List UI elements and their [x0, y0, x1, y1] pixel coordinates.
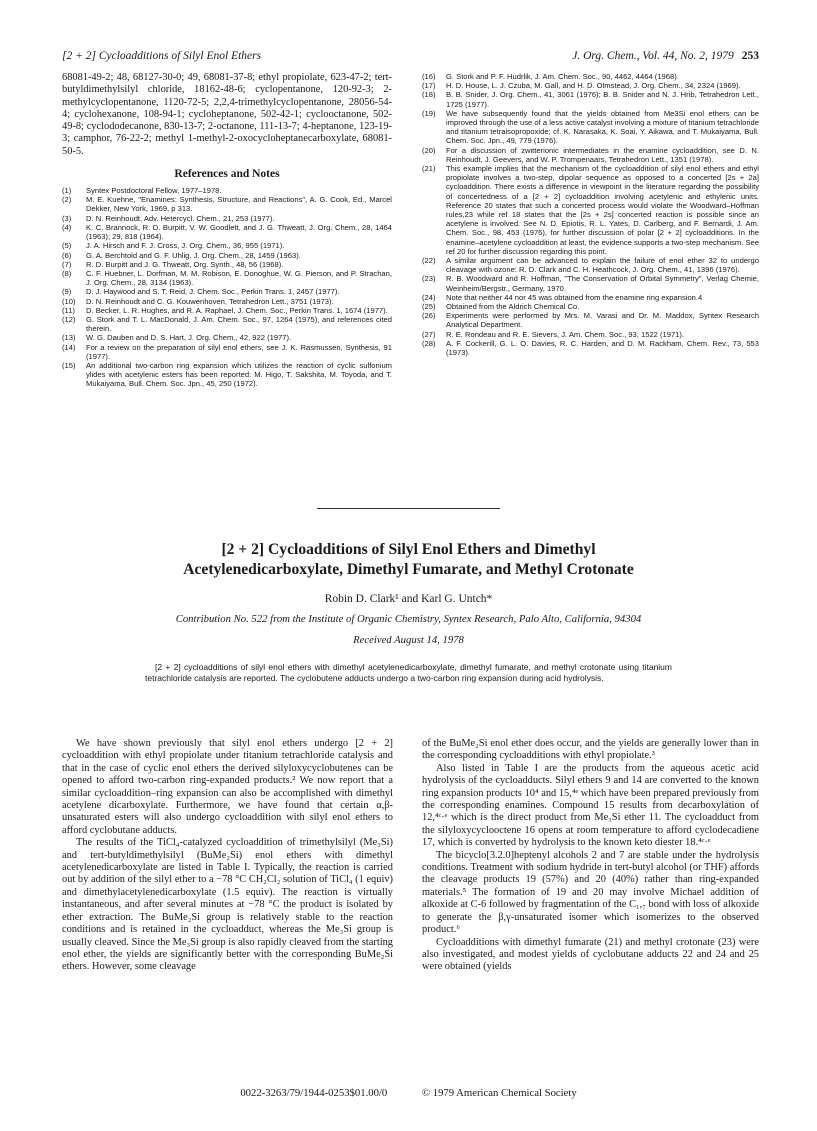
body-paragraph: Also listed in Table I are the products from the aqueous acetic acid hydrolysis of the cycloadducts. Silyl ethers 9 and 14 are converted to the known ring expansion products 10⁴ and 15,⁴ᵉ which have been prepared previously from the corresponding enamines. Compound 15 results from decarboxylation of 12,⁴ᶜ·ᵉ which is the direct product from Me₃Si ether 11. The cycloadduct from the silyloxycyclooctene 16 opens at room temperature to afford cyclodecadiene 17, which is converted by hydrolysis to the known keto diester 18.⁴ᶜ·ᵉ: [422, 762, 759, 849]
reference-item: [422, 293, 759, 302]
reference-number: (9): [62, 287, 72, 297]
reference-item: [422, 90, 759, 108]
reference-item: [62, 251, 392, 260]
reference-text: R. B. Woodward and R. Hoffman, "The Conservation of Orbital Symmetry", Verlag Chemie, Weinheim/Bergstr., Germany, 1970.: [446, 274, 759, 293]
reference-item: [422, 339, 759, 357]
header-title: [2 + 2] Cycloadditions of Silyl Enol Ethers: [62, 50, 262, 62]
top-right-column: [422, 72, 759, 357]
page-number: 253: [741, 50, 759, 62]
reference-number: (12): [62, 314, 76, 324]
reference-text: This example implies that the mechanism of the cycloaddition of silyl enol ethers and ethyl propiolate involves a two-step, dipolar sequence as opposed to a concerted [2s + 2a] cycloaddition. There exists a difference in viewpoint in the literature regarding the possibility of concertedness of a [2 + 2] cycloaddition involving acetylenic and ethylenic units. Reference 20 states that such a concerted process would violate the Woodward–Hoffman rules,23 while ref 18 states that the [2s + 2s] concerted reaction is possible since an acetylene is involved. See N. D. Epiotis, R. L. Yates, D. Carlberg, and F. Bernardi, J. Am. Chem. Soc., 98, 453 (1976), for further discussion of polar [2 + 2] cycloadditions. In the enamine–acetylene cycloaddition at least, the evidence supports a two-step mechanism. See ref 20 for further discussion regarding this point.: [446, 164, 759, 256]
reference-text: H. D. House, L. J. Czuba, M. Gall, and H. D. Olmstead, J. Org. Chem., 34, 2324 (1969).: [446, 81, 741, 91]
references-list-right: [422, 72, 759, 357]
reference-text: A. F. Cockerill, G. L. O. Davies, R. C. Harden, and D. M. Rackham, Chem. Rev., 73, 553 (1973).: [446, 338, 759, 358]
reference-text: We have subsequently found that the yields obtained from Me3Si enol ethers can be improved through the use of a less active catalyst involving a mixture of titanium tetrachloride and titanium tetraisopropoxide; cf. K. Narasaka, K. Soai, Y. Aikawa, and T. Mukaiyama, Bull. Chem. Soc. Jpn., 49, 779 (1976).: [446, 108, 759, 146]
reference-text: An additional two-carbon ring expansion which utilizes the reaction of cyclic sulfonium ylides with acetylenic esters has been reported: M. Higo, T. Sakshita, M. Toyoda, and T. Mukaiyama, Bull. Chem. Soc. Jpn., 45, 250 (1972).: [86, 360, 392, 389]
body-paragraph: of the BuMe₂Si enol ether does occur, and the yields are generally lower than in the corresponding cycloadditions with ethyl propiolate.³: [422, 738, 759, 762]
reference-number: (18): [422, 90, 436, 100]
reference-text: G. Stork and P. F. Hudrlik, J. Am. Chem. Soc., 90, 4462, 4464 (1968).: [446, 72, 679, 81]
reference-text: G. Stork and T. L. MacDonald, J. Am. Chem. Soc., 97, 1264 (1975), and references cited therein.: [86, 314, 392, 334]
reference-number: (16): [422, 72, 436, 81]
reference-text: J. A. Hirsch and F. J. Cross, J. Org. Chem., 36, 955 (1971).: [86, 241, 285, 251]
reference-number: (20): [422, 145, 436, 155]
reference-text: Obtained from the Aldrich Chemical Co.: [446, 302, 580, 312]
reference-text: D. Becker, L. R. Hughes, and R. A. Raphael, J. Chem. Soc., Perkin Trans. 1, 1674 (1977).: [86, 305, 388, 315]
reference-number: (10): [62, 296, 76, 306]
body-paragraph: The results of the TiCl₄-catalyzed cycloaddition of trimethylsilyl (Me₃Si) and tert-butyldimethylsilyl (BuMe₂Si) enol ethers with dimethyl acetylenedicarboxylate are listed in Table I. Typically, the reaction is carried out by addition of the silyl ether to a −78 °C CH₂Cl₂ solution of TiCl₄ (1 equiv) and dimethylacetylenedicarboxylate (1.5 equiv). The reaction is virtually instantaneous, and after several minutes at −78 °C the product is isolated by ether extraction. The BuMe₂Si group is relatively stable to the reaction conditions and is retained in the cycloadduct, whereas the Me₃Si group is usually cleaved. Since the Me₃Si group is also rapidly cleaved from the starting enol ether, the yields are significantly better with the corresponding BuMe₂Si ethers. However, some cleavage: [62, 837, 393, 973]
reference-number: (24): [422, 292, 436, 302]
reference-text: D. N. Reinhoudt and C. G. Kouwenhoven, Tetrahedron Lett., 3751 (1973).: [86, 296, 334, 306]
reference-number: (21): [422, 164, 436, 174]
reference-text: K. C. Brannock, R. D. Burpitt, V. W. Goodlett, and J. G. Thweatt, J. Org. Chem., 28, 1464 (1963); 29, 818 (1964).: [86, 222, 392, 242]
reference-number: (8): [62, 268, 72, 278]
reference-item: [62, 343, 392, 361]
body-right-column: [422, 738, 759, 974]
reference-text: R. E. Rondeau and R. E. Sievers, J. Am. Chem. Soc., 93, 1522 (1971).: [446, 329, 685, 339]
reference-number: (15): [62, 360, 76, 370]
reference-item: [62, 195, 392, 213]
reference-item: [422, 146, 759, 164]
reference-text: Syntex Postdoctoral Fellow, 1977–1978.: [86, 186, 222, 196]
registry-numbers: 68081-49-2; 48, 68127-30-0; 49, 68081-37-8; ethyl propiolate, 623-47-2; tert-butyldimethylsilyl chloride, 18162-48-6; cyclopentanone, 120-92-3; 2-methylcyclopentanone, 1120-72-5; 2,2,4-trimethylcyclopentanone, 28056-54-4; cyclohexanone, 108-94-1; cycloheptanone, 502-42-1; cyclooctanone, 502-49-8; cyclododecanone, 830-13-7; 2-octanone, 111-13-7; 4-heptanone, 123-19-3; camphor, 76-22-2; methyl 1-methyl-2-oxocycloheptanecarboxylate, 68081-50-5.: [62, 72, 392, 157]
reference-item: [62, 361, 392, 389]
reference-item: [62, 315, 392, 333]
reference-number: (27): [422, 329, 436, 339]
top-left-column: [62, 72, 392, 389]
references-list-left: [62, 186, 392, 388]
header-journal: [572, 50, 759, 62]
reference-text: R. D. Burpitt and J. G. Thweatt, Org. Synth., 48, 56 (1968).: [86, 259, 284, 269]
reference-text: For a discussion of zwitterionic intermediates in the enamine cycloaddition, see D. N. Reinhoudt, J. Geevers, and W. P. Trompenaars, Tetrahedron Lett., 1351 (1978).: [446, 145, 759, 164]
reference-item: [422, 330, 759, 339]
reference-number: (1): [62, 186, 72, 196]
footer-copyright: © 1979 American Chemical Society: [421, 1087, 577, 1099]
article-authors: Robin D. Clark¹ and Karl G. Untch*: [324, 593, 493, 605]
reference-text: Experiments were performed by Mrs. M. Varasi and Dr. M. Maddox, Syntex Research Analytical Department.: [446, 311, 759, 330]
reference-number: (5): [62, 241, 72, 251]
reference-number: (17): [422, 81, 436, 91]
reference-text: G. A. Berchtold and G. F. Uhlig, J. Org. Chem., 28, 1459 (1963).: [86, 250, 301, 260]
footer-code: 0022-3263/79/1944-0253$01.00/0: [240, 1087, 388, 1099]
body-paragraph: Cycloadditions with dimethyl fumarate (21) and methyl crotonate (23) were also investigated, and modest yields of cyclobutane adducts 22 and 24 and 25 were obtained (yields: [422, 936, 759, 973]
header-citation: J. Org. Chem., Vol. 44, No. 2, 1979: [572, 50, 734, 62]
reference-text: D. N. Reinhoudt, Adv. Hetercycl. Chem., 21, 253 (1977).: [86, 213, 275, 223]
body-paragraph: The bicyclo[3.2.0]heptenyl alcohols 2 and 7 are stable under the hydrolysis conditions. Treatment with sodium hydride in tert-butyl alcohol (or THF) affords the cleavage products 19 (57%) and 20 (40%) rather than ring-expanded materials.⁵ The formation of 19 and 20 may involve Michael addition of alkoxide at C-6 followed by fragmentation of the C₁,₇ bond with loss of alkoxide to generate the β,γ-unsaturated isomer which isomerizes to the observed product.⁶: [422, 849, 759, 936]
reference-number: (3): [62, 213, 72, 223]
reference-item: [62, 186, 392, 195]
reference-item: [62, 223, 392, 241]
reference-item: [422, 256, 759, 274]
section-divider: [317, 508, 500, 509]
reference-number: (26): [422, 311, 436, 321]
reference-text: Note that neither 44 nor 45 was obtained from the enamine ring expansion.4: [446, 292, 703, 302]
reference-item: [422, 302, 759, 311]
body-left-column: [62, 738, 393, 974]
reference-item: [422, 72, 759, 81]
reference-item: [422, 81, 759, 90]
article-affiliation: Contribution No. 522 from the Institute of Organic Chemistry, Syntex Research, Palo Alto, California, 94304: [175, 613, 642, 625]
reference-number: (4): [62, 222, 72, 232]
reference-item: [62, 306, 392, 315]
reference-number: (28): [422, 338, 436, 348]
reference-number: (7): [62, 259, 72, 269]
article-title: [80, 540, 737, 580]
article-title-line-1: [2 + 2] Cycloadditions of Silyl Enol Ethers and Dimethyl: [221, 541, 596, 558]
reference-number: (22): [422, 256, 436, 266]
reference-item: [422, 311, 759, 329]
reference-item: [422, 274, 759, 292]
article-received-date: Received August 14, 1978: [353, 634, 464, 646]
reference-text: C. F. Huebner, L. Dorfman, M. M. Robison, E. Donoghue, W. G. Pierson, and P. Strachan, J. Org. Chem., 28, 3134 (1963).: [86, 268, 392, 288]
reference-text: For a review on the preparation of silyl enol ethers, see J. K. Rasmussen, Synthesis, 91 (1977).: [86, 342, 392, 361]
reference-item: [62, 333, 392, 342]
article-abstract: [2 + 2] cycloadditions of silyl enol ethers with dimethyl acetylenedicarboxylate, dimethyl fumarate, and methyl crotonate using titanium tetrachloride catalysis are reported. The cyclobutene adducts undergo a two-carbon ring expansion during acid hydrolysis.: [145, 662, 672, 684]
reference-item: [62, 269, 392, 287]
body-paragraph: We have shown previously that silyl enol ethers undergo [2 + 2] cycloaddition with ethyl propiolate under titanium tetrachloride catalysis and that in the case of cyclic enol ethers the derived silyloxycyclobutenes can be opened to afford two-carbon ring-expanded products.² We now report that a similar cycloaddition–ring expansion can also be accomplished with dimethyl acetylene dicarboxylate. Furthermore, we have found that certain α,β-unsaturated esters will also undergo cycloaddition with silyl enol ethers to afford cyclobutane adducts.: [62, 738, 393, 836]
page-footer: [0, 1087, 817, 1099]
reference-number: (19): [422, 108, 436, 118]
reference-number: (14): [62, 342, 76, 352]
reference-item: [62, 214, 392, 223]
reference-text: D. J. Haywood and S. T. Reid, J. Chem. Soc., Perkin Trans. 1, 2457 (1977).: [86, 287, 340, 297]
reference-item: [62, 241, 392, 250]
reference-item: [62, 260, 392, 269]
reference-item: [422, 164, 759, 256]
reference-item: [422, 109, 759, 146]
reference-number: (2): [62, 195, 72, 205]
article-title-line-2: Acetylenedicarboxylate, Dimethyl Fumarate, and Methyl Crotonate: [183, 561, 634, 578]
reference-text: W. G. Dauben and D. S. Hart, J. Org. Chem., 42, 922 (1977).: [86, 333, 292, 343]
reference-number: (23): [422, 274, 436, 284]
reference-item: [62, 297, 392, 306]
reference-text: A similar argument can be advanced to explain the failure of enol ether 32 to undergo cleavage with ozone: R. D. Clark and C. H. Heathcock, J. Org. Chem., 41, 1396 (1976).: [446, 256, 759, 275]
reference-number: (13): [62, 333, 76, 343]
reference-text: B. B. Snider, J. Org. Chem., 41, 3061 (1976); B. B. Snider and N. J. Hrib, Tetrahedron Lett., 1725 (1977).: [446, 90, 759, 109]
reference-text: M. E. Kuehne, "Enamines: Synthesis, Structure, and Reactions", A. G. Cook, Ed., Marcel Dekker, New York, 1969, p 313.: [86, 195, 392, 214]
reference-number: (25): [422, 302, 436, 312]
running-header: [62, 50, 759, 66]
reference-item: [62, 287, 392, 296]
references-heading: References and Notes: [174, 168, 280, 181]
reference-number: (11): [62, 305, 75, 315]
reference-number: (6): [62, 250, 72, 260]
